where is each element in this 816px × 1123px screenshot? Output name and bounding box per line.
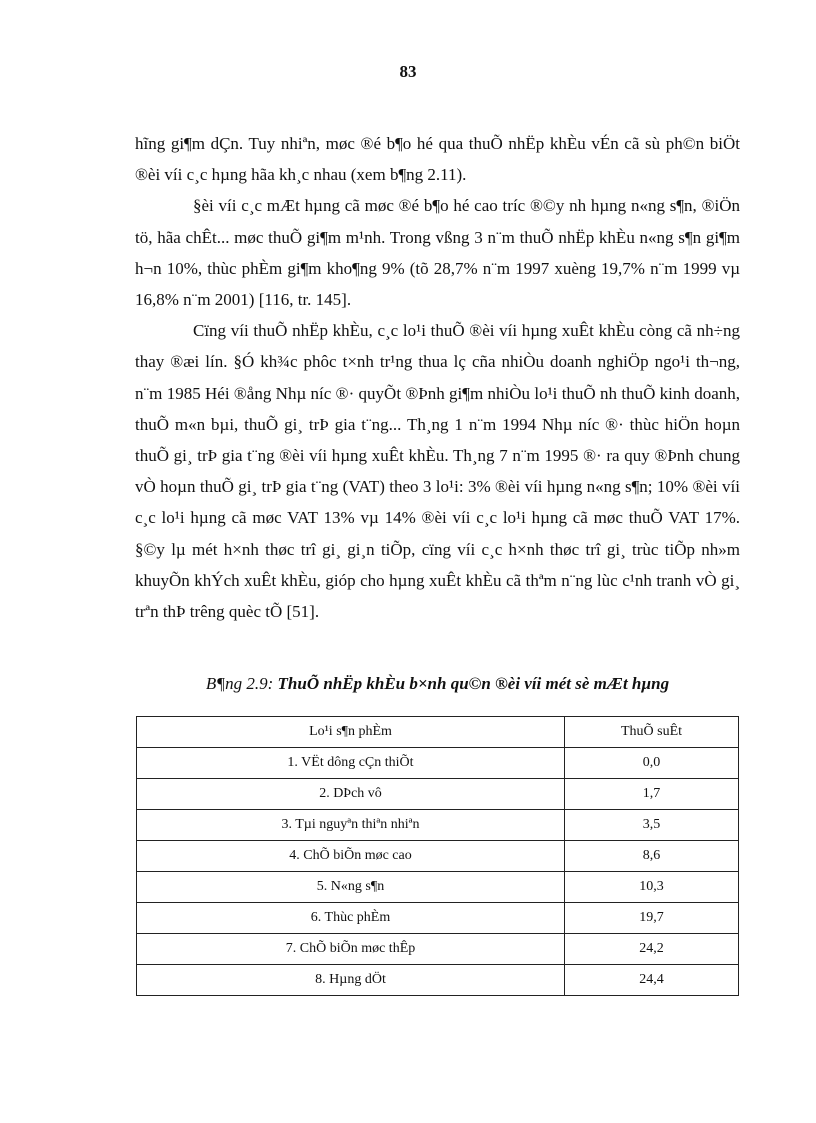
table-row (137, 748, 739, 779)
product-cell: 3. Tµi nguyªn thiªn nhiªn (137, 810, 565, 841)
product-cell: 7. ChÕ biÕn møc thÊp (137, 934, 565, 965)
paragraph-1: hĩng gi¶m dÇn. Tuy nhiªn, møc ®é b¶o hé qua thuÕ nhËp khÈu vÉn cã sù ph©n biÖt ®èi víi c¸c hµng hãa kh¸c nhau (xem b¶ng 2.11). (135, 134, 740, 185)
table-row (137, 872, 739, 903)
header-tax-rate: ThuÕ suÊt (565, 717, 739, 748)
table-row (137, 779, 739, 810)
product-cell: 2. DÞch vô (137, 779, 565, 810)
rate-cell: 24,4 (565, 965, 739, 996)
paragraph-2: §èi víi c¸c mÆt hµng cã møc ®é b¶o hé cao tríc ®©y nh hµng n«ng s¶n, ®iÖn tö, hãa chÊt... møc thuÕ gi¶m m¹nh. Trong vßng 3 n¨m thuÕ nhËp khÈu n«ng s¶n gi¶m h¬n 10%, thùc phÈm gi¶m kho¶ng 9% (tõ 28,7% n¨m 1997 xuèng 19,7% n¨m 1999 vµ 16,8% n¨m 2001) [116, tr. 145]. (135, 196, 740, 310)
page-number: 83 (399, 62, 417, 81)
header-product-type: Lo¹i s¶n phÈm (137, 717, 565, 748)
table-row (137, 841, 739, 872)
rate-cell: 10,3 (565, 872, 739, 903)
table-row (137, 810, 739, 841)
table-header-row (137, 717, 739, 748)
product-cell: 4. ChÕ biÕn møc cao (137, 841, 565, 872)
product-cell: 1. VËt dông cÇn thiÕt (137, 748, 565, 779)
table-row (137, 903, 739, 934)
product-cell: 5. N«ng s¶n (137, 872, 565, 903)
rate-cell: 3,5 (565, 810, 739, 841)
table-caption-title: ThuÕ nhËp khÈu b×nh qu©n ®èi víi mét sè mÆt hµng (277, 674, 670, 693)
table-caption-label: B¶ng 2.9: (205, 674, 278, 693)
table-caption (135, 674, 740, 694)
product-cell: 6. Thùc phÈm (137, 903, 565, 934)
product-cell: 8. Hµng dÖt (137, 965, 565, 996)
body-text (135, 128, 740, 627)
rate-cell: 0,0 (565, 748, 739, 779)
rate-cell: 1,7 (565, 779, 739, 810)
paragraph-3: Cïng víi thuÕ nhËp khÈu, c¸c lo¹i thuÕ ®èi víi hµng xuÊt khÈu còng cã nh÷ng thay ®æi lín. §Ó kh¾c phôc t×nh tr¹ng thua lç cña nhiÒu doanh nghiÖp ngo¹i th¬ng, n¨m 1985 Héi ®ång Nhµ níc ®· quyÕt ®Þnh gi¶m nhiÒu lo¹i thuÕ nh thuÕ kinh doanh, thuÕ m«n bµi, thuÕ gi¸ trÞ gia t¨ng... Th¸ng 1 n¨m 1994 Nhµ níc ®· thùc hiÖn hoµn thuÕ gi¸ trÞ gia t¨ng ®èi víi hµng xuÊt khÈu. Th¸ng 7 n¨m 1995 ®· ra quy ®Þnh chung vÒ hoµn thuÕ gi¸ trÞ gia t¨ng (VAT) theo 3 lo¹i: 3% ®èi víi hµng n«ng s¶n; 10% ®èi víi c¸c lo¹i hµng cã møc VAT 13% vµ 14% ®èi víi c¸c lo¹i hµng cã møc thuÕ VAT 17%. §©y lµ mét h×nh thøc trî gi¸ gi¸n tiÕp, cïng víi c¸c h×nh thøc trî gi¸ trùc tiÕp nh»m khuyÕn khÝch xuÊt khÈu, gióp cho hµng xuÊt khÈu cã thªm n¨ng lùc c¹nh tranh vÒ gi¸ trªn thÞ trêng quèc tÕ [51]. (135, 321, 740, 622)
table-row (137, 965, 739, 996)
rate-cell: 19,7 (565, 903, 739, 934)
rate-cell: 8,6 (565, 841, 739, 872)
tariff-table (136, 716, 739, 996)
table-row (137, 934, 739, 965)
rate-cell: 24,2 (565, 934, 739, 965)
